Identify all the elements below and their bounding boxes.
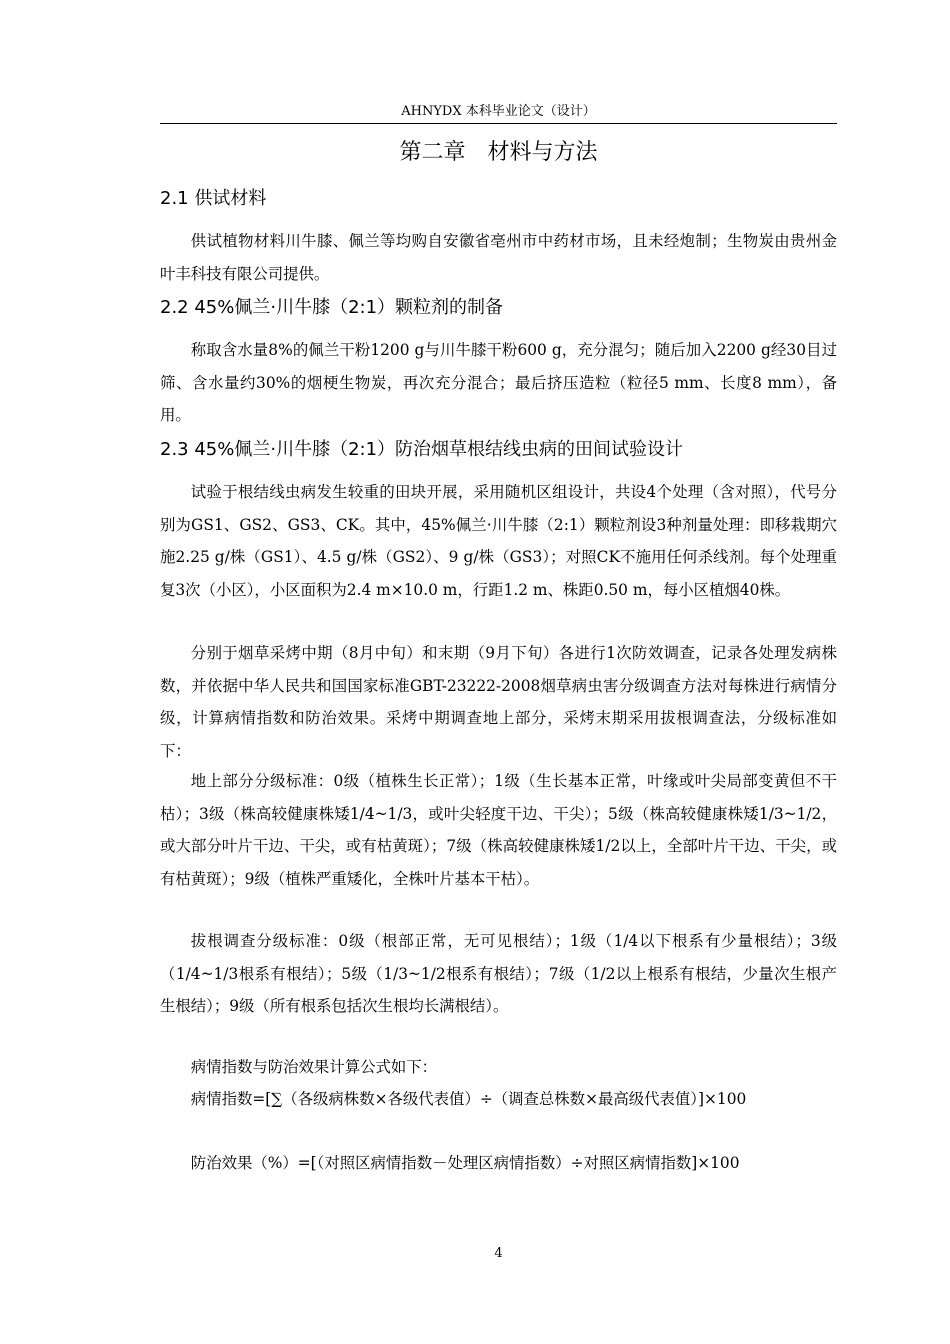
paragraph-root-grading: 拔根调查分级标准：0级（根部正常，无可见根结）；1级（1/4以下根系有少量根结）；3级（1/4~1/3根系有根结）；5级（1/3~1/2根系有根结）；7级（1/2以上根系有根结，少量次生根产生根结）；9级（所有根系包括次生根均长满根结）。	[160, 932, 837, 1015]
paragraph-trial-design: 试验于根结线虫病发生较重的田块开展，采用随机区组设计，共设4个处理（含对照），代号分别为GS1、GS2、GS3、CK。其中，45%佩兰·川牛膝（2:1）颗粒剂设3种剂量处理：即移栽期穴施2.25 g/株（GS1）、4.5 g/株（GS2）、9 g/株（GS3）；对照CK不施用任何杀线剂。每个处理重复3次（小区），小区面积为2.4 m×10.0 m，行距1.2 m、株距0.50 m，每小区植烟40株。	[160, 483, 837, 599]
paragraph-aboveground-grading: 地上部分分级标准：0级（植株生长正常）；1级（生长基本正常，叶缘或叶尖局部变黄但不干枯）；3级（株高较健康株矮1/4~1/3，或叶尖轻度干边、干尖）；5级（株高较健康株矮1/3~1/2，或大部分叶片干边、干尖，或有枯黄斑）；7级（株高较健康株矮1/2以上，全部叶片干边、干尖，或有枯黄斑）；9级（植株严重矮化，全株叶片基本干枯）。	[160, 772, 837, 888]
formula-control-efficacy: 防治效果（%）=[（对照区病情指数－处理区病情指数）÷对照区病情指数]×100	[190, 1154, 740, 1172]
section-heading-2-2: 2.2 45%佩兰·川牛膝（2:1）颗粒剂的制备	[160, 297, 504, 318]
page-number: 4	[494, 1246, 503, 1261]
paragraph-granule-preparation: 称取含水量8%的佩兰干粉1200 g与川牛膝干粉600 g，充分混匀；随后加入2200 g经30目过筛、含水量约30%的烟梗生物炭，再次充分混合；最后挤压造粒（粒径5 mm、长度8 mm），备用。	[160, 341, 837, 424]
chapter-title: 第二章 材料与方法	[399, 140, 598, 165]
running-header: AHNYDX 本科毕业论文（设计）	[401, 104, 596, 119]
paragraph-formula-intro: 病情指数与防治效果计算公式如下：	[190, 1058, 438, 1076]
paragraph-survey-method: 分别于烟草采烤中期（8月中旬）和末期（9月下旬）各进行1次防效调查，记录各处理发病株数，并依据中华人民共和国国家标准GBT-23222-2008烟草病虫害分级调查方法对每株进行病情分级，计算病情指数和防治效果。采烤中期调查地上部分，采烤末期采用拔根调查法，分级标准如下：	[160, 644, 837, 760]
header-rule	[160, 123, 837, 124]
paragraph-materials: 供试植物材料川牛膝、佩兰等均购自安徽省亳州市中药材市场，且未经炮制；生物炭由贵州金叶丰科技有限公司提供。	[160, 232, 837, 283]
formula-disease-index: 病情指数=[∑（各级病株数×各级代表值）÷（调查总株数×最高级代表值）]×100	[190, 1090, 747, 1108]
section-heading-2-1: 2.1 供试材料	[160, 188, 267, 209]
section-heading-2-3: 2.3 45%佩兰·川牛膝（2:1）防治烟草根结线虫病的田间试验设计	[160, 439, 684, 460]
